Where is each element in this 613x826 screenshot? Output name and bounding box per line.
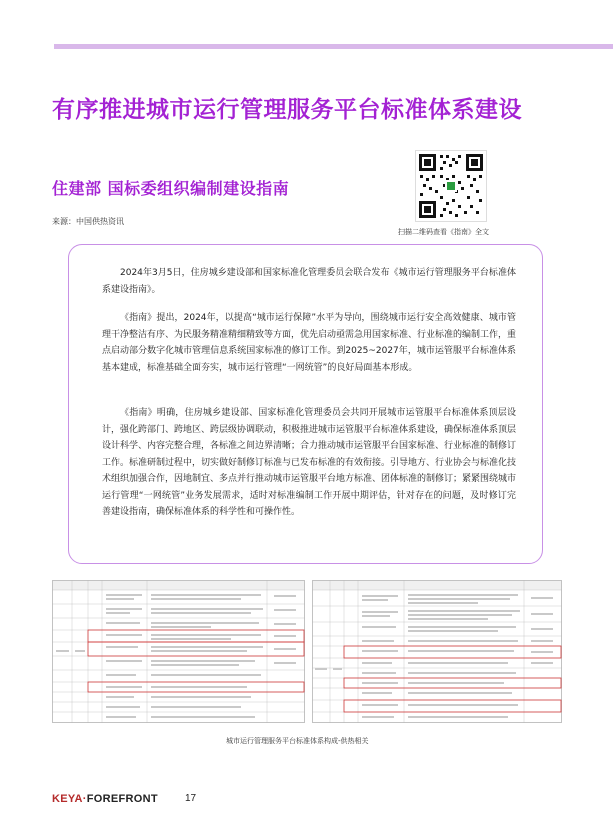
brand-separator: · bbox=[82, 793, 87, 805]
article-subtitle: 住建部 国标委组织编制建设指南 bbox=[52, 179, 290, 198]
standards-table-left-image bbox=[52, 580, 305, 723]
article-title: 有序推进城市运行管理服务平台标准体系建设 bbox=[52, 97, 522, 123]
qr-caption: 扫描二维码查看《指南》全文 bbox=[398, 228, 489, 236]
standards-table-right-image bbox=[312, 580, 562, 723]
table-thumbnail-right bbox=[312, 580, 562, 723]
paragraph-2: 《指南》提出，2024年，以提高“城市运行保障”水平为导向，围绕城市运行安全高效健康、城市管理干净整洁有序、为民服务精准精细精致等方面，优先启动亟需急用国家标准、行业标准的编制工作，重点启动部分数字化城市管理信息系统国家标准的修订工作。到2025~2027年，城市运管服平台标准体系基本建成，标准基础全面夯实，城市运行管理“一网统管”的良好局面基本形成。 bbox=[102, 313, 517, 373]
qr-code-icon bbox=[416, 151, 486, 221]
brand-part2: FOREFRONT bbox=[86, 793, 158, 805]
page-number: 17 bbox=[185, 793, 197, 804]
brand-part1: KEYA bbox=[52, 793, 83, 805]
qr-code-image[interactable] bbox=[415, 150, 487, 222]
figure-caption: 城市运行管理服务平台标准体系构成-供热相关 bbox=[226, 737, 369, 745]
table-thumbnail-left bbox=[52, 580, 305, 723]
paragraph-1: 2024年3月5日，住房城乡建设部和国家标准化管理委员会联合发布《城市运行管理服务平台标准体系建设指南》。 bbox=[102, 268, 516, 295]
paragraph-3: 《指南》明确，住房城乡建设部、国家标准化管理委员会共同开展城市运管服平台标准体系顶层设计，强化跨部门、跨地区、跨层级协调联动，积极推进城市运管服平台标准体系建设，确保标准体系顶层设计科学、内容完整合理，各标准之间边界清晰；合力推动城市运管服平台国家标准、行业标准的制修订工作。标准研制过程中，切实做好制修订标准与已发布标准的有效衔接。引导地方、行业协会与标准化技术组织加强合作，因地制宜、多点并行推动城市运管服平台地方标准、团体标准的制修订；紧紧围绕城市运行管理“一网统管”业务发展需求，适时对标准编制工作开展中期评估，针对存在的问题，及时修订完善建设指南，确保标准体系的科学性和可操作性。 bbox=[102, 408, 517, 517]
article-source: 来源：中国供热资讯 bbox=[52, 217, 124, 226]
top-accent-bar bbox=[54, 44, 613, 49]
brand-logo bbox=[52, 793, 158, 805]
